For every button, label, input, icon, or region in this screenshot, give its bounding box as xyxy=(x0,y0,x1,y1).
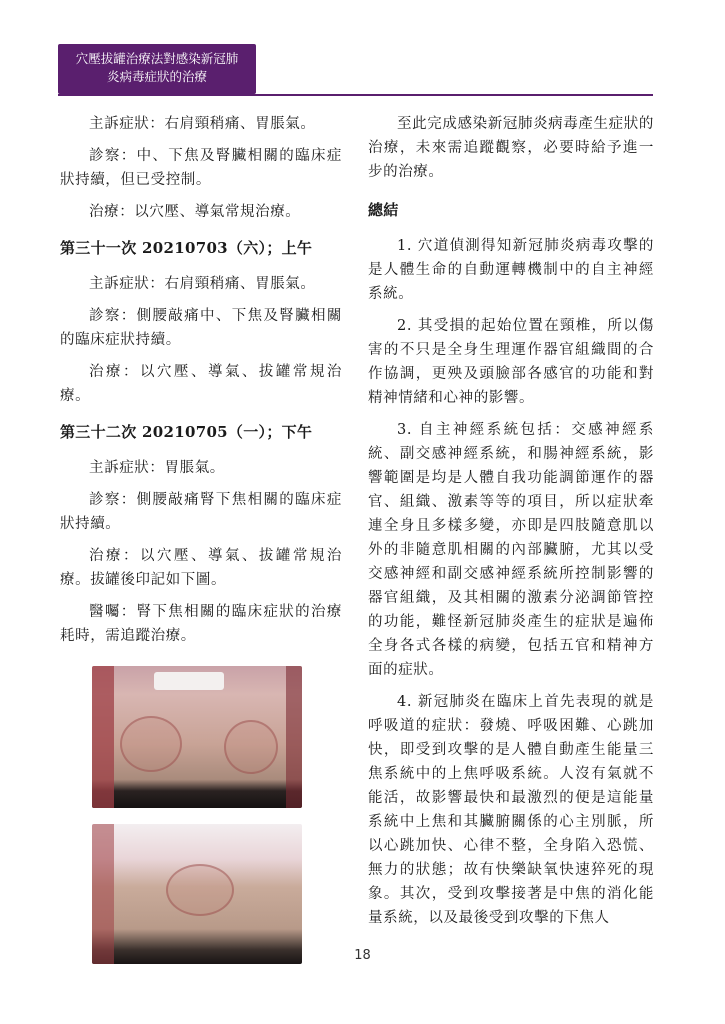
cupping-mark xyxy=(224,720,278,774)
paragraph: 診察：側腰敲痛中、下焦及腎臟相關的臨床症狀持續。 xyxy=(60,308,342,348)
paragraph: 治療：以穴壓、導氣、拔罐常規治療。 xyxy=(60,364,342,404)
paragraph: 至此完成感染新冠肺炎病毒產生症狀的治療，未來需追蹤觀察，必要時給予進一步的治療。 xyxy=(368,116,654,180)
header-divider xyxy=(58,94,653,96)
summary-point: 4. 新冠肺炎在臨床上首先表現的就是呼吸道的症狀：發燒、呼吸困難、心跳加快，即受到攻擊的是人體自動產生能量三焦系統中的上焦呼吸系統。人沒有氣就不能活，故影響最快和最激烈的便是這能量系統中上焦和其臟腑關係的心主別脈，所以心跳加快、心律不整，全身陷入恐慌、無力的狀態；故有快樂缺氧快速猝死的現象。其次，受到攻擊接著是中焦的消化能量系統，以及最後受到攻擊的下焦人 xyxy=(368,694,654,926)
summary-point: 1. 穴道偵測得知新冠肺炎病毒攻擊的是人體生命的自動運轉機制中的自主神經系統。 xyxy=(368,238,654,302)
cupping-marks-photo-1 xyxy=(92,666,302,808)
summary-heading: 總結 xyxy=(368,201,399,219)
summary-point: 2. 其受損的起始位置在頸椎，所以傷害的不只是全身生理運作器官組織間的合作協調，更殃及頭臉部各感官的功能和對精神情緒和心神的影響。 xyxy=(368,318,654,406)
header-banner xyxy=(58,44,256,94)
paragraph: 診察：側腰敲痛腎下焦相關的臨床症狀持續。 xyxy=(60,492,342,532)
photo-garment xyxy=(154,672,224,690)
paragraph: 治療：以穴壓、導氣常規治療。 xyxy=(89,204,301,220)
header-title-line2: 炎病毒症狀的治療 xyxy=(106,69,207,84)
summary-point: 3. 自主神經系統包括：交感神經系統、副交感神經系統，和腸神經系統，影響範圍是均是人體自我功能調節運作的器官、組織、激素等等的項目，所以症狀牽連全身且多樣多變，亦即是四肢隨意肌以外的非隨意肌相關的內部臟腑，尤其以受交感神經和副交感神經系統所控制影響的器官組織，及其相關的激素分泌調節管控的功能，難怪新冠肺炎產生的症狀是遍佈全身各式各樣的病變，包括五官和精神方面的症狀。 xyxy=(368,422,654,678)
paragraph: 主訴症狀：右肩頸稍痛、胃脹氣。 xyxy=(89,116,316,132)
header-title-line1: 穴壓拔罐治療法對感染新冠肺 xyxy=(75,51,239,66)
cupping-mark xyxy=(120,716,182,772)
cupping-mark xyxy=(166,864,234,916)
right-column xyxy=(368,112,654,938)
paragraph: 診察：中、下焦及腎臟相關的臨床症狀持續，但已受控制。 xyxy=(60,148,342,188)
page-number: 18 xyxy=(354,948,371,963)
section-heading: 第三十一次 20210703（六）；上午 xyxy=(60,239,313,257)
paragraph: 治療：以穴壓、導氣、拔罐常規治療。拔罐後印記如下圖。 xyxy=(60,548,342,588)
paragraph: 醫囑：腎下焦相關的臨床症狀的治療耗時，需追蹤治療。 xyxy=(60,604,342,644)
photo-background xyxy=(92,666,114,808)
photo-background xyxy=(286,666,302,808)
left-column xyxy=(60,112,342,964)
paragraph: 主訴症狀：胃脹氣。 xyxy=(89,460,225,476)
section-heading: 第三十二次 20210705（一）；下午 xyxy=(60,423,313,441)
cupping-marks-photo-2 xyxy=(92,824,302,964)
photo-background xyxy=(92,824,114,964)
paragraph: 主訴症狀：右肩頸稍痛、胃脹氣。 xyxy=(89,276,316,292)
